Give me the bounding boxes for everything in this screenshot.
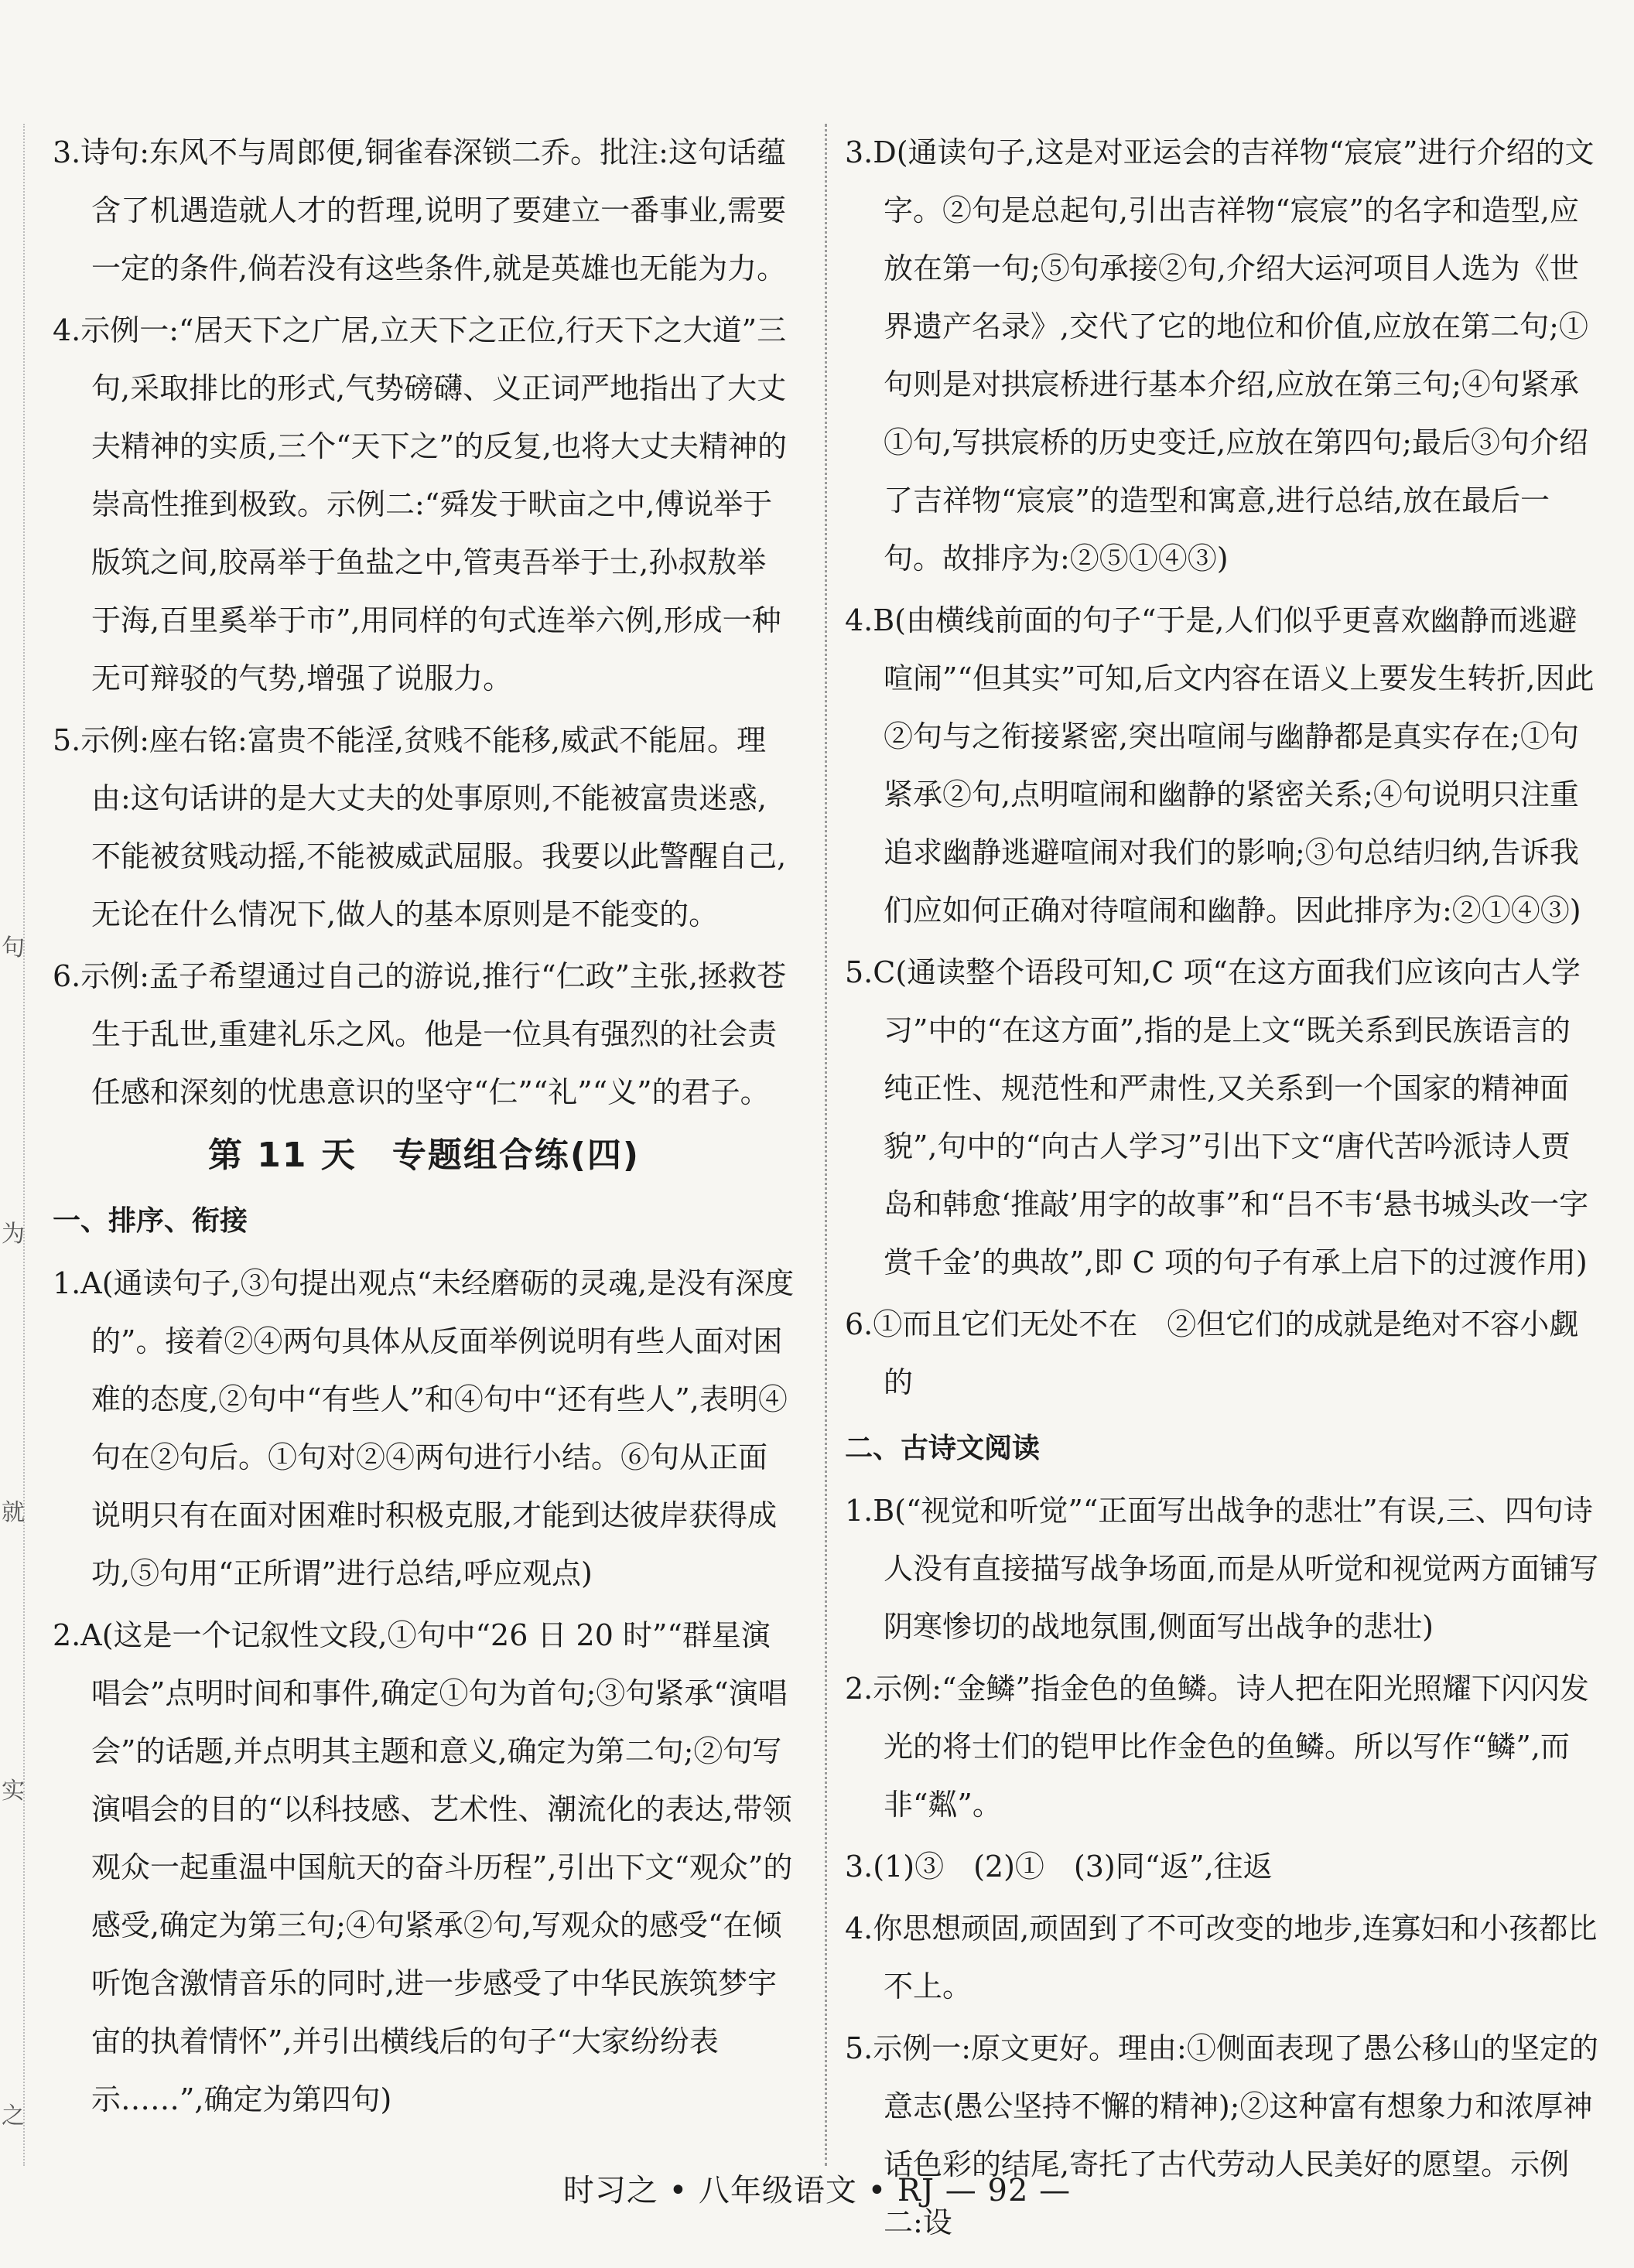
answer-item: 4.示例一:“居天下之广居,立天下之正位,行天下之大道”三句,采取排比的形式,气势磅礴、义正词严地指出了大丈夫精神的实质,三个“天下之”的反复,也将大丈夫精神的崇高性推到极致。示例二:“舜发于畎亩之中,傅说举于版筑之间,胶鬲举于鱼盐之中,管夷吾举于士,孙叔敖举于海,百里奚举于市”,用同样的句式连举六例,形成一种无可辩驳的气势,增强了说服力。 [53, 313, 788, 695]
left-column [53, 124, 795, 2133]
answer-item: 2.A(这是一个记叙性文段,①句中“26 日 20 时”“群星演唱会”点明时间和事件,确定①句为首句;③句紧承“演唱会”的话题,并点明其主题和意义,确定为第二句;②句写演唱会的目的“以科技感、艺术性、潮流化的表达,带领观众一起重温中国航天的奋斗历程”,引出下文“观众”的感受,确定为第三句;④句紧承②句,写观众的感受“在倾听饱含激情音乐的同时,进一步感受了中华民族筑梦宇宙的执着情怀”,并引出横线后的句子“大家纷纷表示……”,确定为第四句) [53, 1618, 793, 2116]
answer-item: 3.诗句:东风不与周郎便,铜雀春深锁二乔。批注:这句话蕴含了机遇造就人才的哲理,说明了要建立一番事业,需要一定的条件,倘若没有这些条件,就是英雄也无能为力。 [53, 135, 787, 285]
column-divider [825, 124, 827, 2166]
answer-item: 5.C(通读整个语段可知,C 项“在这方面我们应该向古人学习”中的“在这方面”,指的是上文“既关系到民族语言的纯正性、规范性和严肃性,又关系到一个国家的精神面貌”,句中的“向古人学习”引出下文“唐代苦吟派诗人贾岛和韩愈‘推敲’用字的故事”和“吕不韦‘悬书城头改一字赏千金’的典故”,即 C 项的句子有承上启下的过渡作用) [845, 955, 1589, 1279]
margin-char: 句 [2, 934, 25, 962]
margin-char: 实 [2, 1778, 25, 1805]
answer-item: 3.(1)③ (2)① (3)同“返”,往返 [845, 1850, 1273, 1884]
answer-item: 6.①而且它们无处不在 ②但它们的成就是绝对不容小觑的 [845, 1307, 1579, 1399]
answer-item: 2.示例:“金鳞”指金色的鱼鳞。诗人把在阳光照耀下闪闪发光的将士们的铠甲比作金色的鱼鳞。所以写作“鳞”,而非“粼”。 [845, 1672, 1589, 1822]
margin-char: 就 [2, 1499, 25, 1526]
answer-item: 1.B(“视觉和听觉”“正面写出战争的悲壮”有误,三、四句诗人没有直接描写战争场面,而是从听觉和视觉两方面铺写阴寒惨切的战地氛围,侧面写出战争的悲壮) [845, 1494, 1599, 1644]
answer-item: 4.B(由横线前面的句子“于是,人们似乎更喜欢幽静而逃避喧闹”“但其实”可知,后文内容在语义上要发生转折,因此②句与之衔接紧密,突出喧闹与幽静都是真实存在;①句紧承②句,点明喧闹和幽静的紧密关系;④句说明只注重追求幽静逃避喧闹对我们的影响;③句总结归纳,告诉我们应如何正确对待喧闹和幽静。因此排序为:②①④③) [845, 603, 1595, 927]
right-column [845, 124, 1599, 2256]
answer-item: 5.示例:座右铭:富贵不能淫,贫贱不能移,威武不能屈。理由:这句话讲的是大丈夫的处事原则,不能被富贵迷惑,不能被贫贱动摇,不能被威武屈服。我要以此警醒自己,无论在什么情况下,做人的基本原则是不能变的。 [53, 723, 787, 931]
section-title: 二、古诗文阅读 [845, 1433, 1041, 1464]
binding-margin [0, 124, 25, 2166]
day-title: 第 11 天 专题组合练(四) [207, 1136, 641, 1175]
section-title: 一、排序、衔接 [53, 1205, 248, 1237]
answer-item: 4.你思想顽固,顽固到了不可改变的地步,连寡妇和小孩都比不上。 [845, 1911, 1598, 2003]
margin-char: 为 [2, 1221, 25, 1248]
margin-char: 之 [2, 2102, 25, 2130]
answer-item: 3.D(通读句子,这是对亚运会的吉祥物“宸宸”进行介绍的文字。②句是总起句,引出吉祥物“宸宸”的名字和造型,应放在第一句;⑤句承接②句,介绍大运河项目人选为《世界遗产名录》,交代了它的地位和价值,应放在第二句;①句则是对拱宸桥进行基本介绍,应放在第三句;④句紧承①句,写拱宸桥的历史变迁,应放在第四句;最后③句介绍了吉祥物“宸宸”的造型和寓意,进行总结,放在最后一句。故排序为:②⑤①④③) [845, 135, 1595, 576]
answer-item: 5.示例一:原文更好。理由:①侧面表现了愚公移山的坚定的意志(愚公坚持不懈的精神);②这种富有想象力和浓厚神话色彩的结尾,寄托了古代劳动人民美好的愿望。示例二:设 [845, 2031, 1598, 2239]
answer-item: 6.示例:孟子希望通过自己的游说,推行“仁政”主张,拯救苍生于乱世,重建礼乐之风。他是一位具有强烈的社会责任感和深刻的忧患意识的坚守“仁”“礼”“义”的君子。 [53, 959, 787, 1109]
page-footer: 时习之 • 八年级语文 • RJ — 92 — [562, 2173, 1072, 2208]
answer-item: 1.A(通读句子,③句提出观点“未经磨砺的灵魂,是没有深度的”。接着②④两句具体从反面举例说明有些人面对困难的态度,②句中“有些人”和④句中“还有些人”,表明④句在②句后。①句对②④两句进行小结。⑥句从正面说明只有在面对困难时积极克服,才能到达彼岸获得成功,⑤句用“正所谓”进行总结,呼应观点) [53, 1266, 795, 1590]
